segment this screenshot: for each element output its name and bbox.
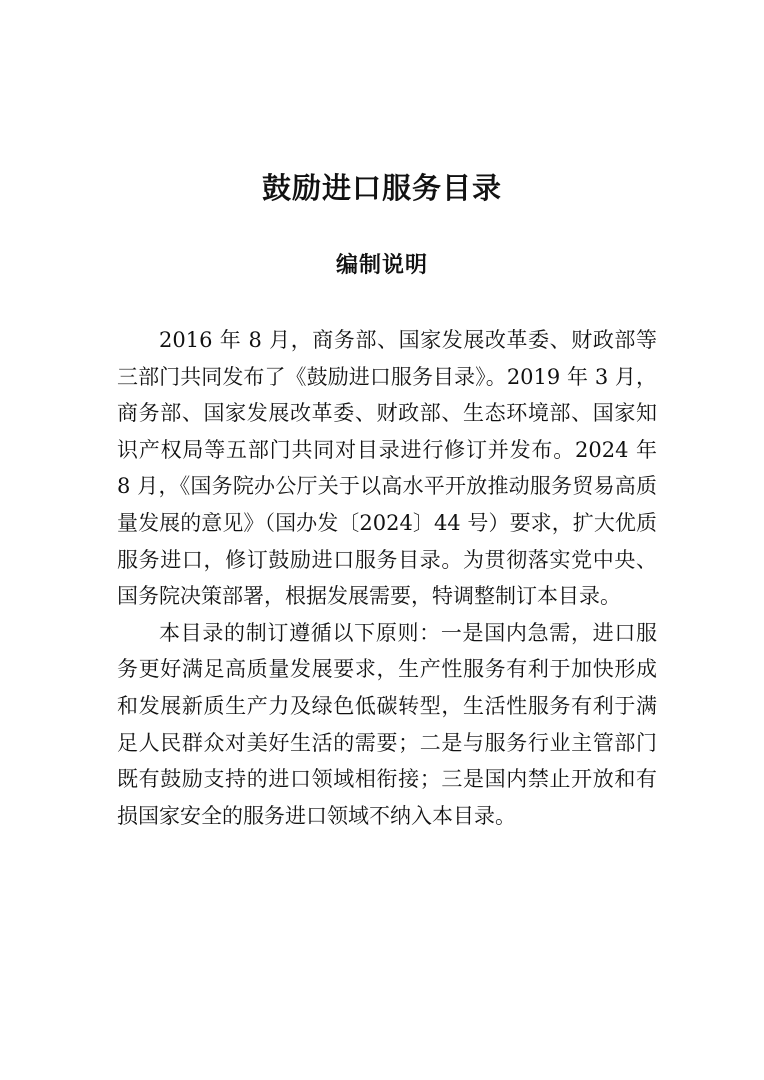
- paragraph-2: 本目录的制订遵循以下原则：一是国内急需，进口服务更好满足高质量发展要求，生产性服务有利于加快形成和发展新质生产力及绿色低碳转型，生活性服务有利于满足人民群众对美好生活的需要；二是与服务行业主管部门既有鼓励支持的进口领域相衔接；三是国内禁止开放和有损国家安全的服务进口领域不纳入本目录。: [117, 620, 657, 828]
- document-subtitle: 编制说明: [335, 253, 428, 278]
- document-title: 鼓励进口服务目录: [261, 171, 502, 205]
- paragraph-1: 2016 年 8 月，商务部、国家发展改革委、财政部等三部门共同发布了《鼓励进口服务目录》。2019 年 3 月，商务部、国家发展改革委、财政部、生态环境部、国家知识产权局等五部门共同对目录进行修订并发布。2024 年 8 月，《国务院办公厅关于以高水平开放推动服务贸易高质量发展的意见》（国办发〔2024〕44 号）要求，扩大优质服务进口，修订鼓励进口服务目录。为贯彻落实党中央、国务院决策部署，根据发展需要，特调整制订本目录。: [117, 328, 657, 609]
- document-body: [117, 322, 657, 834]
